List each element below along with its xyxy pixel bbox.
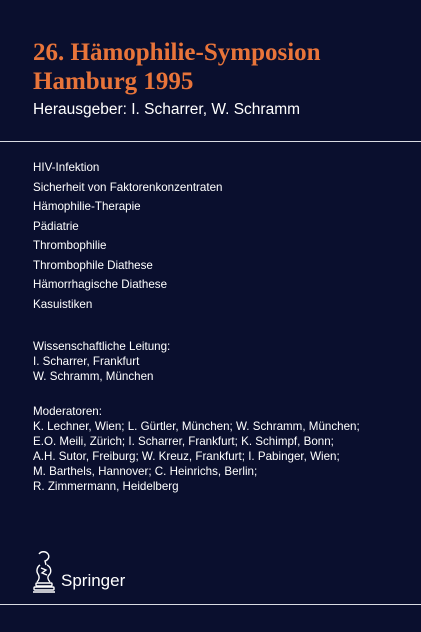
- moderators: [33, 404, 360, 494]
- scientific-leadership: [33, 339, 170, 384]
- title-line-1: 26. Hämophilie-Symposion: [33, 39, 321, 66]
- moderators-line: K. Lechner, Wien; L. Gürtler, München; W. Schramm, München;: [33, 420, 360, 433]
- book-title: [33, 38, 321, 96]
- topic-item: HIV-Infektion: [33, 161, 100, 174]
- leadership-line: I. Scharrer, Frankfurt: [33, 355, 140, 368]
- editors-line: Herausgeber: I. Scharrer, W. Schramm: [33, 101, 301, 118]
- divider-top: [0, 141, 421, 142]
- moderators-line: R. Zimmermann, Heidelberg: [33, 480, 179, 493]
- topic-list: [33, 158, 222, 314]
- topic-item: Thrombophilie: [33, 239, 107, 252]
- leadership-heading: Wissenschaftliche Leitung:: [33, 340, 171, 353]
- divider-bottom: [0, 604, 421, 605]
- publisher-logo: [31, 550, 125, 601]
- topic-item: Hämorrhagische Diathese: [33, 278, 168, 291]
- moderators-line: M. Barthels, Hannover; C. Heinrichs, Berlin;: [33, 465, 258, 478]
- moderators-heading: Moderatoren:: [33, 405, 102, 418]
- leadership-line: W. Schramm, München: [33, 370, 154, 383]
- topic-item: Thrombophile Diathese: [33, 258, 153, 272]
- topic-item: Hämophilie-Therapie: [33, 200, 141, 213]
- topic-item: Kasuistiken: [33, 297, 93, 311]
- topic-item: Pädiatrie: [33, 219, 79, 233]
- springer-chess-knight-icon: [31, 550, 57, 601]
- moderators-line: E.O. Meili, Zürich; I. Scharrer, Frankfurt; K. Schimpf, Bonn;: [33, 435, 334, 448]
- title-line-2: Hamburg 1995: [33, 68, 194, 95]
- publisher-name: Springer: [61, 570, 126, 590]
- topic-item: Sicherheit von Faktorenkonzentraten: [33, 180, 223, 194]
- moderators-line: A.H. Sutor, Freiburg; W. Kreuz, Frankfurt; I. Pabinger, Wien;: [33, 450, 340, 463]
